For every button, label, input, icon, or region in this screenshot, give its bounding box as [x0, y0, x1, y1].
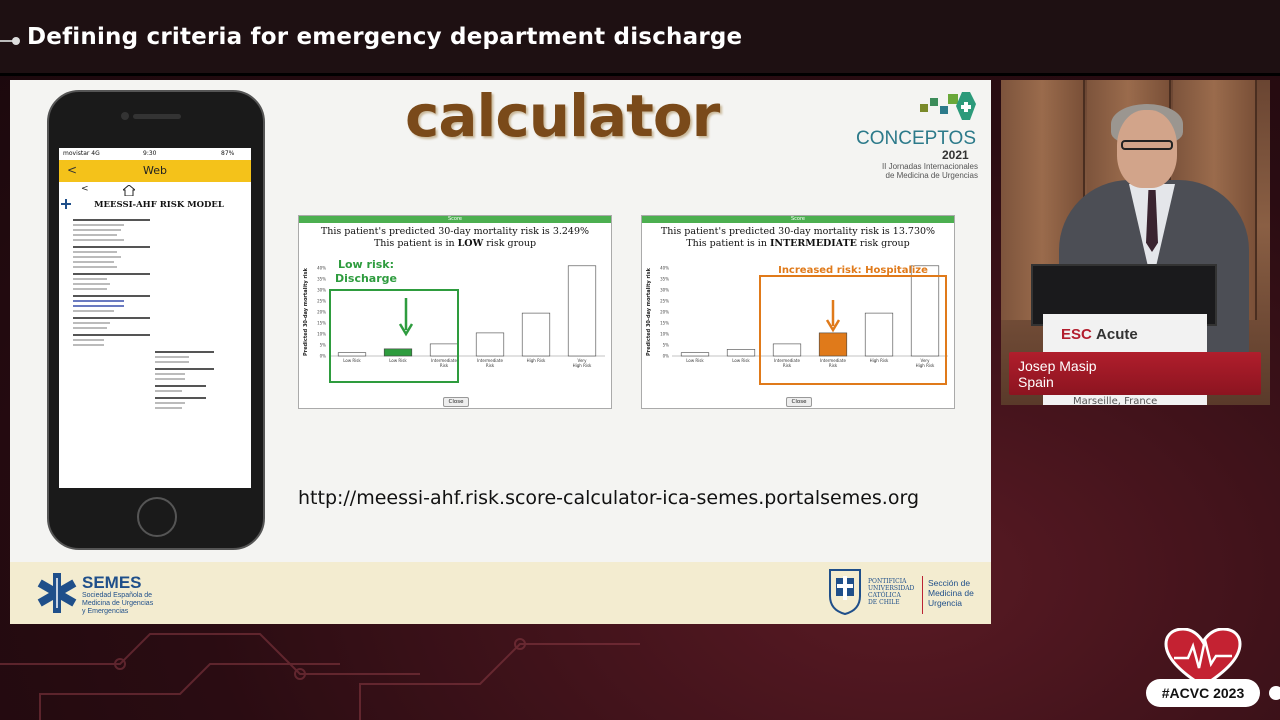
- phone-screen: [59, 148, 251, 488]
- x-tick-label: Very: [920, 358, 930, 363]
- semes-sub2: Medicina de Urgencias: [82, 600, 154, 607]
- speaker-glasses: [1121, 140, 1173, 150]
- y-tick-label: 40%: [660, 265, 669, 271]
- puc-name2: UNIVERSIDAD: [868, 585, 915, 592]
- semes-sub3: y Emergencias: [82, 608, 129, 615]
- annotation-line1: Low risk:: [337, 258, 395, 271]
- y-tick-label: 10%: [317, 331, 326, 337]
- battery-label: 87%: [221, 150, 235, 157]
- puc-logo: [826, 564, 986, 620]
- x-tick-label: Risk: [439, 363, 449, 368]
- browser-nav-row: [59, 184, 251, 198]
- podium-brand: ESC: [1061, 326, 1092, 343]
- x-tick-label: Intermediate: [774, 358, 800, 363]
- risk-group-suffix: risk group: [483, 238, 537, 249]
- title-bar: [0, 0, 1280, 76]
- back-icon[interactable]: <: [67, 163, 78, 177]
- puc-section: [928, 578, 974, 608]
- down-arrow-icon: [400, 298, 412, 334]
- x-tick-label: Intermediate: [820, 358, 846, 363]
- risk-group-suffix: risk group: [856, 238, 910, 249]
- puc-sec2: Medicina de: [928, 588, 974, 598]
- x-tick-label: Low Risk: [389, 358, 407, 363]
- y-tick-label: 30%: [317, 287, 326, 293]
- panel-header: Score: [299, 216, 611, 223]
- y-tick-label: 15%: [317, 320, 326, 326]
- x-tick-label: Low Risk: [732, 358, 750, 363]
- close-button[interactable]: Close: [443, 397, 469, 407]
- hashtag-dot: [1269, 686, 1280, 700]
- y-tick-label: 5%: [662, 342, 669, 348]
- phone-speaker: [133, 114, 181, 119]
- speaker-lower-third: [1009, 352, 1261, 395]
- slide-heading: calculator: [405, 82, 720, 150]
- semes-logo: [36, 572, 176, 618]
- x-tick-label: High Risk: [869, 358, 889, 363]
- risk-bar: [430, 344, 458, 356]
- y-tick-label: 35%: [317, 276, 326, 282]
- calculator-url[interactable]: http://meessi-ahf.risk.score-calculator-ica-semes.portalsemes.org: [298, 487, 920, 509]
- risk-model-title: MEESSI-AHF RISK MODEL: [94, 200, 224, 210]
- risk-bar-chart-intermediate: [642, 246, 956, 396]
- risk-group-label: INTERMEDIATE: [769, 238, 857, 249]
- down-arrow-icon: [827, 300, 839, 330]
- puc-name3: CATÓLICA: [868, 592, 901, 599]
- risk-bar: [865, 313, 893, 356]
- y-tick-label: 30%: [660, 287, 669, 293]
- risk-bar: [911, 266, 939, 356]
- risk-bar: [522, 313, 550, 356]
- podium-text: Acute: [1096, 326, 1138, 343]
- x-tick-label: Intermediate: [477, 358, 503, 363]
- puc-sec3: Urgencia: [928, 598, 963, 608]
- y-tick-label: 0%: [319, 353, 326, 359]
- risk-bar: [819, 333, 847, 356]
- risk-group-prefix: This patient is in: [686, 238, 770, 249]
- event-hashtag: #ACVC 2023: [1146, 679, 1260, 707]
- risk-bar: [338, 353, 366, 356]
- y-tick-label: 15%: [660, 320, 669, 326]
- carrier-label: movistar 4G: [63, 150, 100, 157]
- conceptos-subtitle-line2: de Medicina de Urgencias: [885, 171, 978, 180]
- y-tick-label: 5%: [319, 342, 326, 348]
- conceptos-mark-icon: [918, 90, 978, 126]
- x-tick-label: High Risk: [572, 363, 592, 368]
- risk-group-label: LOW: [457, 238, 484, 249]
- podium-city: Marseille, France: [1073, 396, 1158, 405]
- decorative-pattern: [0, 624, 700, 720]
- browser-back-icon[interactable]: <: [81, 184, 89, 194]
- risk-bar: [773, 344, 801, 356]
- phone-status-bar: [59, 148, 251, 160]
- x-tick-label: Low Risk: [686, 358, 704, 363]
- mortality-risk-text: This patient's predicted 30-day mortality risk is 13.730%: [660, 226, 936, 237]
- y-tick-label: 20%: [317, 309, 326, 315]
- y-tick-label: 10%: [660, 331, 669, 337]
- x-tick-label: Low Risk: [343, 358, 361, 363]
- star-of-life-icon: [36, 572, 78, 614]
- conceptos-logo: [850, 86, 990, 180]
- conceptos-year: 2021: [942, 148, 969, 162]
- x-tick-label: High Risk: [526, 358, 546, 363]
- x-tick-label: Very: [577, 358, 587, 363]
- title-bar-dot: [12, 37, 20, 45]
- home-icon[interactable]: [123, 185, 135, 196]
- phone-home-button: [137, 497, 177, 537]
- risk-bar: [384, 349, 412, 356]
- y-tick-label: 20%: [660, 309, 669, 315]
- risk-bar-chart-low: [299, 246, 613, 396]
- annotation-text: Increased risk: Hospitalize: [778, 265, 928, 276]
- phone-camera: [121, 112, 129, 120]
- web-label: Web: [143, 164, 167, 177]
- risk-model-form: [73, 214, 243, 412]
- x-tick-label: Risk: [782, 363, 792, 368]
- y-axis-label: Predicted 30-day mortality risk: [303, 268, 309, 356]
- risk-bar: [568, 266, 596, 356]
- podium-sign: [1061, 326, 1138, 343]
- result-panel-low: [298, 215, 612, 409]
- panel-header: Score: [642, 216, 954, 223]
- annotation-box: [330, 290, 458, 382]
- semes-sub1: Sociedad Española de: [82, 592, 153, 599]
- x-tick-label: Intermediate: [431, 358, 457, 363]
- presentation-slide: [10, 80, 991, 624]
- y-axis-label: Predicted 30-day mortality risk: [646, 268, 652, 356]
- annotation-line2: Discharge: [335, 272, 397, 285]
- y-tick-label: 40%: [317, 265, 326, 271]
- x-tick-label: High Risk: [915, 363, 935, 368]
- puc-name1: PONTIFICIA: [868, 578, 907, 585]
- clock-label: 9:30: [143, 150, 157, 157]
- conceptos-subtitle-line1: II Jornadas Internacionales: [881, 162, 978, 171]
- risk-bar: [727, 349, 755, 356]
- puc-name: [868, 578, 914, 606]
- session-title: Defining criteria for emergency department discharge: [27, 24, 743, 50]
- risk-group-prefix: This patient is in: [373, 238, 458, 249]
- x-tick-label: Risk: [828, 363, 838, 368]
- y-tick-label: 35%: [660, 276, 669, 282]
- speaker-country: Spain: [1018, 374, 1054, 390]
- puc-divider: [922, 576, 923, 614]
- x-tick-label: Risk: [485, 363, 495, 368]
- risk-bar: [476, 333, 504, 356]
- speaker-name: Josep Masip: [1018, 358, 1097, 374]
- mortality-risk-text: This patient's predicted 30-day mortality risk is 3.249%: [320, 226, 590, 237]
- y-tick-label: 25%: [660, 298, 669, 304]
- risk-bar: [681, 353, 709, 356]
- university-crest-icon: [826, 566, 864, 616]
- result-panel-intermediate: [641, 215, 955, 409]
- semes-subtitle: [82, 592, 153, 616]
- web-nav-bar: [59, 160, 251, 182]
- puc-name4: DE CHILE: [868, 599, 900, 606]
- phone-mockup: [47, 90, 265, 550]
- close-button[interactable]: Close: [786, 397, 812, 407]
- y-tick-label: 25%: [317, 298, 326, 304]
- y-tick-label: 0%: [662, 353, 669, 359]
- conceptos-subtitle: [874, 162, 978, 180]
- puc-sec1: Sección de: [928, 578, 971, 588]
- semes-name: SEMES: [82, 573, 142, 592]
- conceptos-name: CONCEPTOS: [856, 128, 977, 149]
